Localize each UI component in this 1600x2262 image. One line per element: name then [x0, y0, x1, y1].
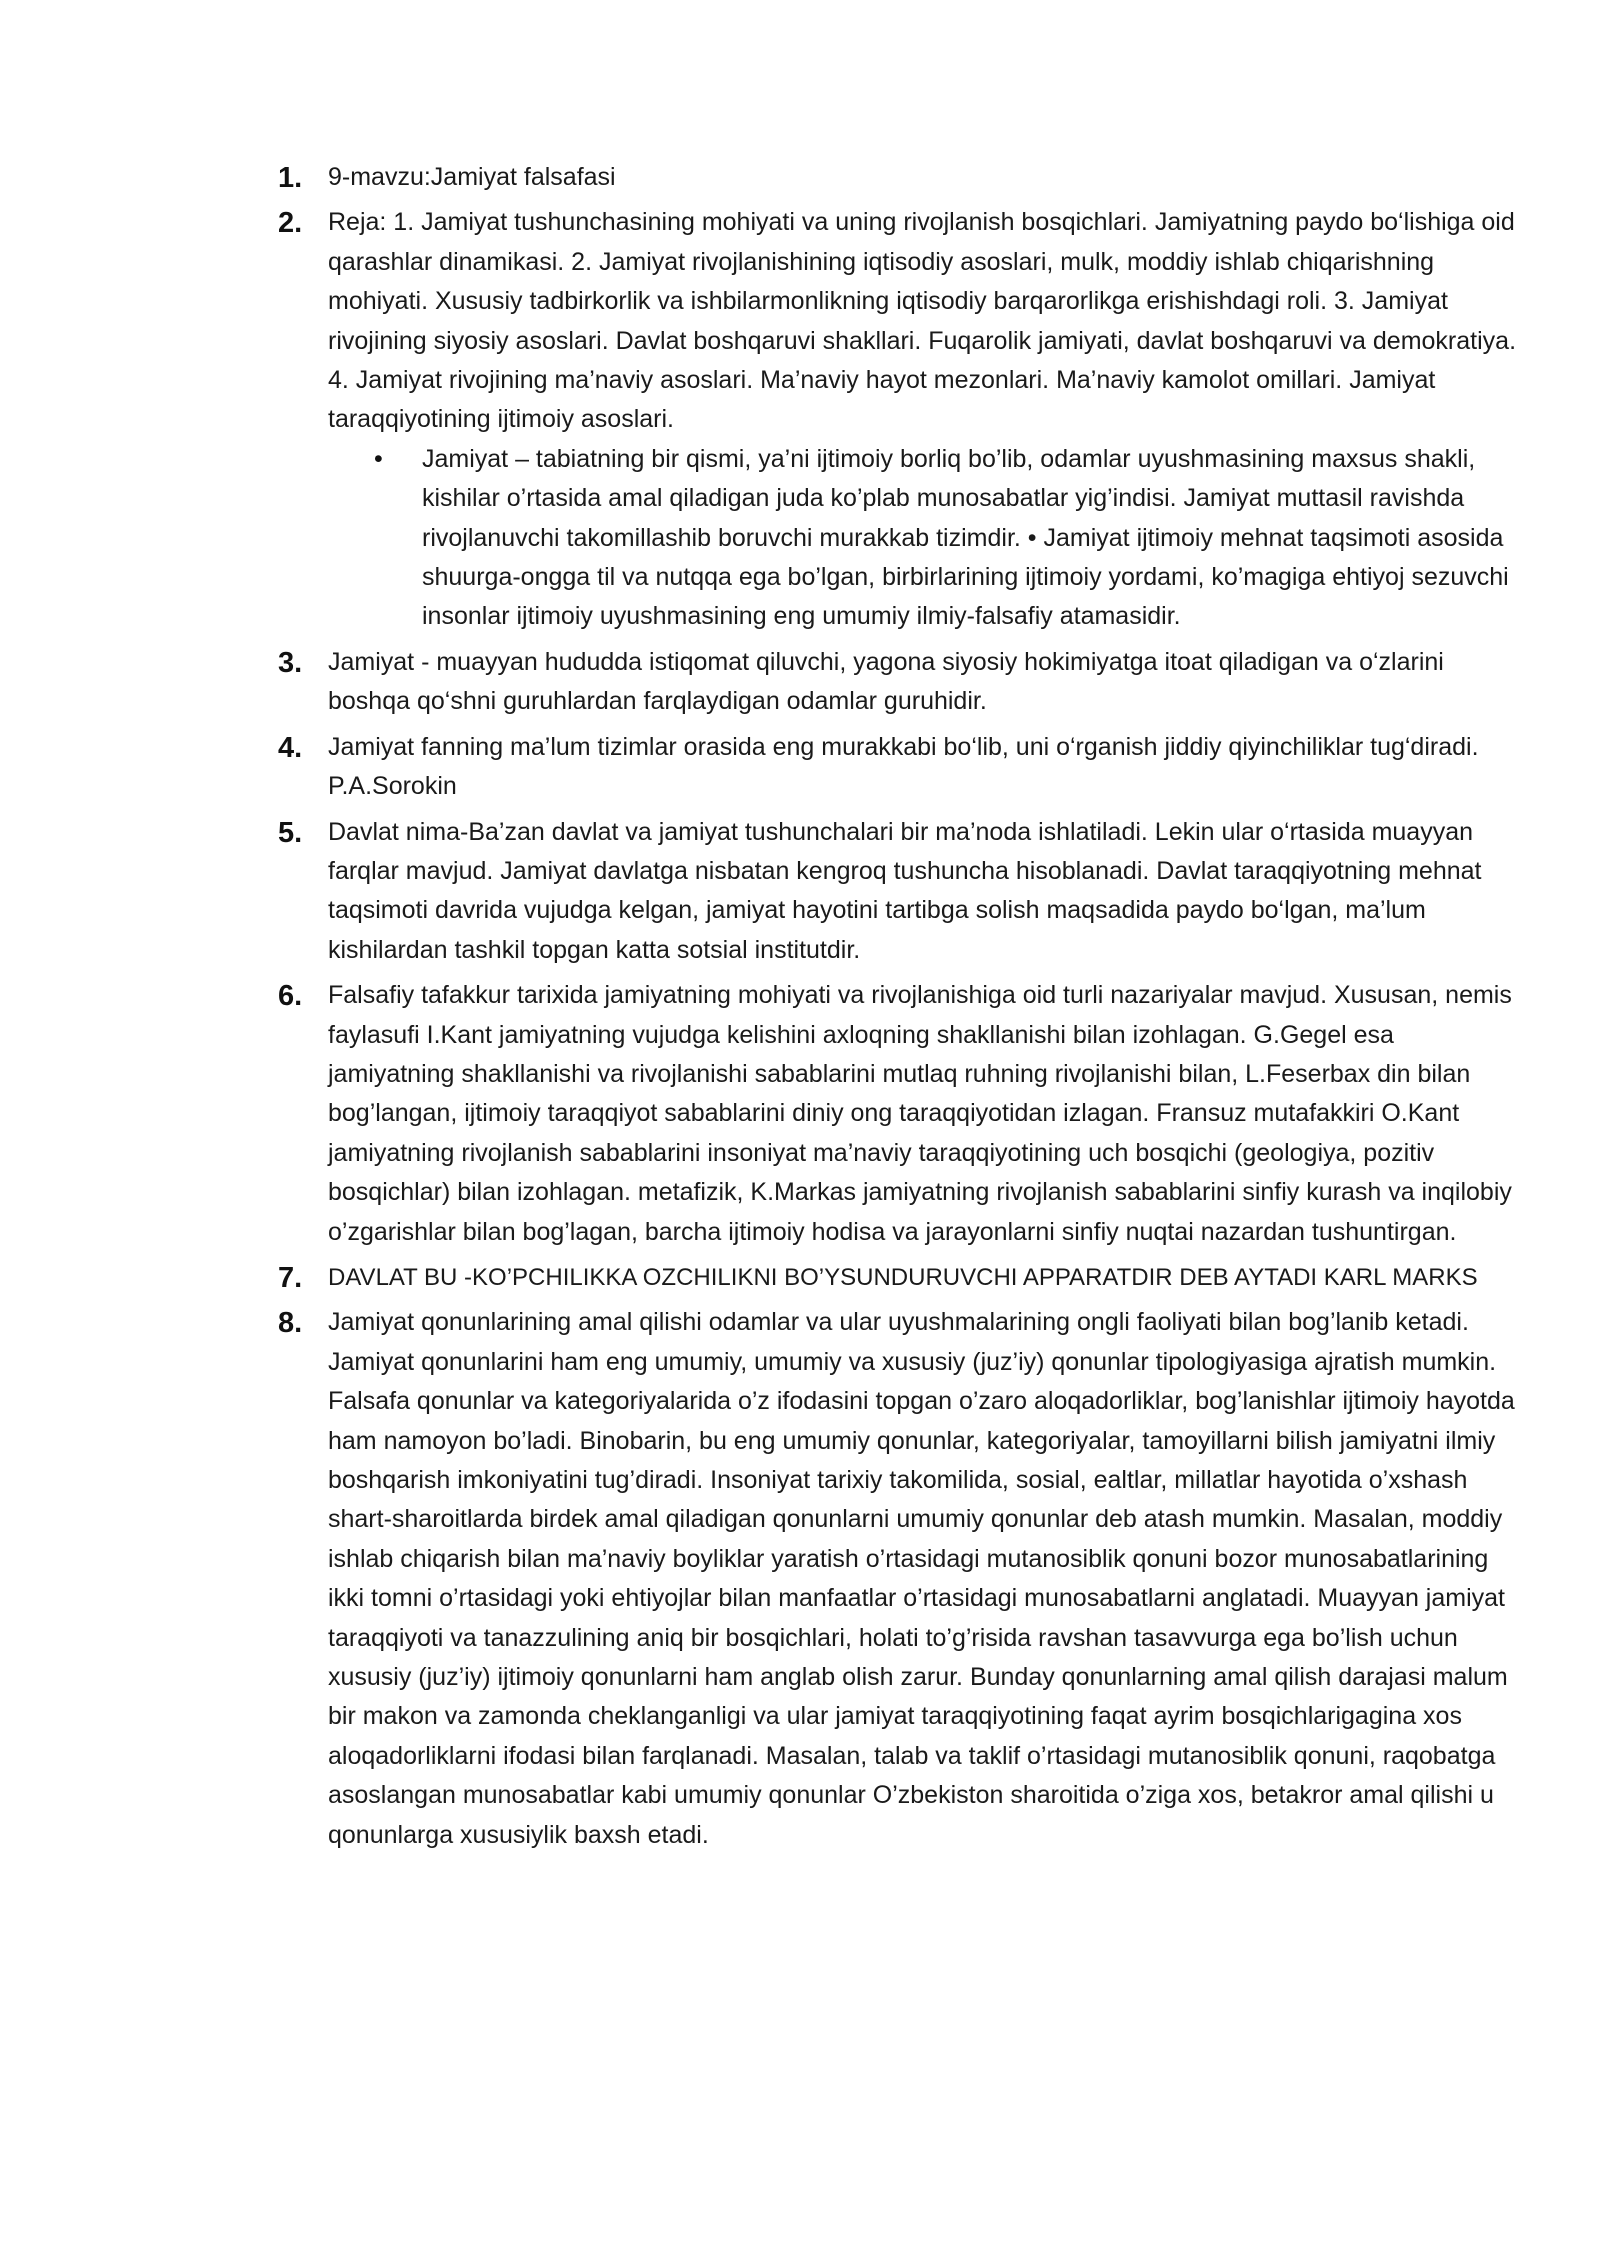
list-item-8 — [278, 1303, 1518, 1855]
list-item-6 — [278, 976, 1518, 1252]
bullet-item — [374, 440, 1518, 637]
item-number: 1. — [278, 162, 303, 194]
item-number: 6. — [278, 980, 303, 1013]
item-text: Falsafiy tafakkur tarixida jamiyatning mohiyati va rivojlanishiga oid turli nazariyalar mavjud. Xususan, nemis faylasufi I.Kant jamiyatning vujudga kelishini axloqning shakllanishi bilan izohlagan. G.Gegel esa jamiyatning shakllanishi va rivojlanishi sabablarini mutlaq ruhning rivojlanishi bilan, L.Feserbax din bilan bog’langan, ijtimoiy taraqqiyot sabablarini diniy ong taraqqiyotidan izlagan. Fransuz mutafakkiri O.Kant jamiyatning rivojlanish sabablarini insoniyat ma’naviy taraqqiyotining uch bosqichi (geologiya, pozitiv bosqichlar) bilan izohlagan. metafizik, K.Markas jamiyatning rivojlanish sabablarini sinfiy kurash va inqilobiy o’zgarishlar bilan bog’lagan, barcha ijtimoiy hodisa va jarayonlarni sinfiy nuqtai nazardan tushuntirgan. — [328, 981, 1512, 1246]
item-number: 4. — [278, 731, 303, 764]
bullet-icon: • — [374, 444, 383, 473]
list-item-2 — [278, 203, 1518, 636]
list-item-7 — [278, 1258, 1518, 1297]
list-item-5 — [278, 813, 1518, 971]
list-item-3 — [278, 643, 1518, 722]
item-text: Jamiyat qonunlarining amal qilishi odamlar va ular uyushmalarining ongli faoliyati bilan bog’lanib ketadi. Jamiyat qonunlarini ham eng umumiy, umumiy va xususiy (juz’iy) qonunlar tipologiyasiga ajratish mumkin. Falsafa qonunlar va kategoriyalarida o’z ifodasini topgan o’zaro aloqadorliklar, bog’lanishlar ijtimoiy hayotda ham namoyon bo’ladi. Binobarin, bu eng umumiy qonunlar, kategoriyalar, tamoyillarni bilish jamiyatni ilmiy boshqarish imkoniyatini tug’diradi. Insoniyat tarixiy takomilida, sosial, ealtlar, millatlar hayotida o’xshash shart-sharoitlarda birdek amal qiladigan qonunlarni umumiy qonunlar deb atash mumkin. Masalan, moddiy ishlab chiqarish bilan ma’naviy boyliklar yaratish o’rtasidagi mutanosiblik qonuni bozor munosabatlarining ikki tomni o’rtasidagi yoki ehtiyojlar bilan manfaatlar o’rtasidagi munosabatlarni anglatadi. Muayyan jamiyat taraqqiyoti va tanazzulining aniq bir bosqichlari, holati to’g’risida ravshan tasavvurga ega bo’lish uchun xususiy (juz’iy) ijtimoiy qonunlarni ham anglab olish zarur. Bunday qonunlarning amal qilish darajasi malum bir makon va zamonda cheklanganligi va ular jamiyat taraqqiyotining faqat ayrim bosqichlarigagina xos aloqadorliklarni ifodasi bilan farqlanadi. Masalan, talab va taklif o’rtasidagi mutanosiblik qonuni, raqobatga asoslangan munosabatlar kabi umumiy qonunlar O’zbekiston sharoitida o’ziga xos, betakror amal qilishi u qonunlarga xususiylik baxsh etadi. — [328, 1308, 1515, 1849]
item-text: DAVLAT BU -KO’PCHILIKKA OZCHILIKNI BO’YSUNDURUVCHI APPARATDIR DEB AYTADI KARL MARKS — [328, 1263, 1478, 1291]
item-number: 3. — [278, 646, 303, 679]
list-item-1 — [278, 158, 1518, 197]
item-number: 5. — [278, 816, 303, 849]
item-number: 2. — [278, 207, 303, 240]
item-text: 9-mavzu:Jamiyat falsafasi — [328, 163, 616, 191]
numbered-list — [278, 158, 1518, 1861]
item-text: Jamiyat - muayyan hududda istiqomat qiluvchi, yagona siyosiy hokimiyatga itoat qiladigan va o‘zlarini boshqa qo‘shni guruhlardan farqlaydigan odamlar guruhidir. — [328, 647, 1444, 716]
item-text: Reja: 1. Jamiyat tushunchasining mohiyati va uning rivojlanish bosqichlari. Jamiyatning paydo bo‘lishiga oid qarashlar dinamikasi. 2. Jamiyat rivojlanishining iqtisodiy asoslari, mulk, moddiy ishlab chiqarishning mohiyati. Xususiy tadbirkorlik va ishbilarmonlikning iqtisodiy barqarorlikga erishishdagi roli. 3. Jamiyat rivojining siyosiy asoslari. Davlat boshqaruvi shakllari. Fuqarolik jamiyati, davlat boshqaruvi va demokratiya. 4. Jamiyat rivojining ma’naviy asoslari. Ma’naviy hayot mezonlari. Ma’naviy kamolot omillari. Jamiyat taraqqiyotining ijtimoiy asoslari. — [328, 208, 1517, 434]
list-item-4 — [278, 728, 1518, 807]
item-number: 7. — [278, 1261, 303, 1294]
bullet-list — [328, 440, 1518, 637]
item-text: Davlat nima-Ba’zan davlat va jamiyat tushunchalari bir ma’noda ishlatiladi. Lekin ular o‘rtasida muayyan farqlar mavjud. Jamiyat davlatga nisbatan kengroq tushuncha hisoblanadi. Davlat taraqqiyotning mehnat taqsimoti davrida vujudga kelgan, jamiyat hayotini tartibga solish maqsadida paydo bo‘lgan, ma’lum kishilardan tashkil topgan katta sotsial institutdir. — [328, 817, 1482, 964]
item-text: Jamiyat fanning ma’lum tizimlar orasida eng murakkabi bo‘lib, uni o‘rganish jiddiy qiyinchiliklar tug‘diradi. P.A.Sorokin — [328, 732, 1479, 801]
item-number: 8. — [278, 1307, 303, 1340]
bullet-text: Jamiyat – tabiatning bir qismi, ya’ni ijtimoiy borliq bo’lib, odamlar uyushmasining maxsus shakli, kishilar o’rtasida amal qiladigan juda ko’plab munosabatlar yig’indisi. Jamiyat muttasil ravishda rivojlanuvchi takomillashib boruvchi murakkab tizimdir. • Jamiyat ijtimoiy mehnat taqsimoti asosida shuurga-ongga til va nutqqa ega bo’lgan, birbirlarining ijtimoiy yordami, ko’magiga ehtiyoj sezuvchi insonlar ijtimoiy uyushmasining eng umumiy ilmiy-falsafiy atamasidir. — [422, 444, 1509, 631]
